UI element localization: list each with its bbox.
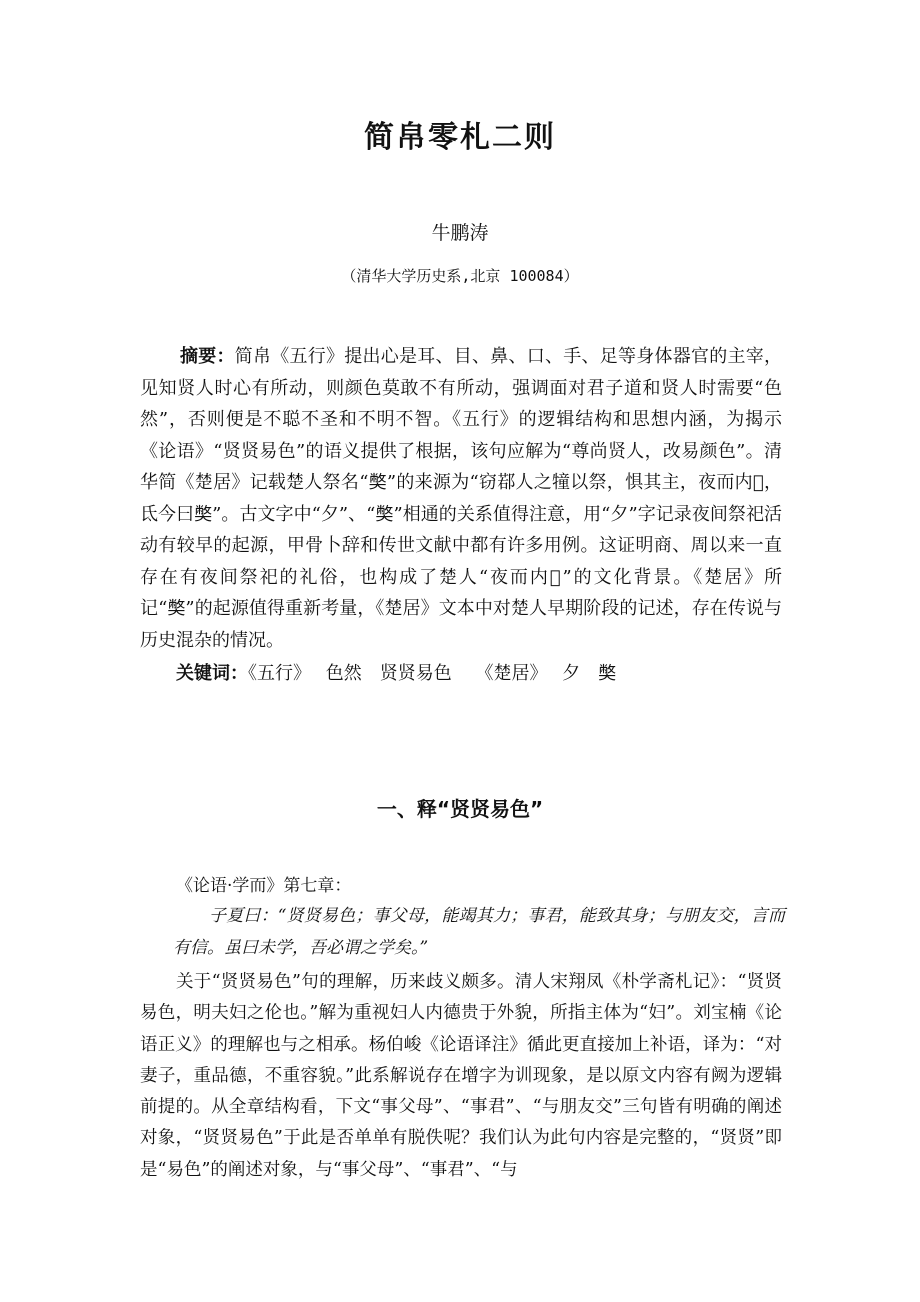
abstract: [140, 341, 782, 656]
keywords-label: 关键词：: [176, 663, 248, 684]
abstract-label: 摘要：: [180, 346, 235, 367]
keywords: [176, 660, 782, 688]
author-affiliation: （清华大学历史系,北京 100084）: [341, 267, 579, 285]
author-name: 牛鹏涛: [431, 222, 489, 244]
keywords-list: 《五行》 色然 贤贤易色 《楚居》 夕 𡚁: [248, 663, 617, 684]
abstract-text: 简帛《五行》提出心是耳、目、鼻、口、手、足等身体器官的主宰，见知贤人时心有所动，则颜色莫敢不有所动，强调面对君子道和贤人时需要“色然”，否则便是不聪不圣和不明不智。《五行》的逻辑结构和思想内涵，为揭示《论语》“贤贤易色”的语义提供了根据，该句应解为“尊尚贤人，改易颜色”。清华简《楚居》记载楚人祭名“𡚁”的来源为“窃鄀人之犝以祭，惧其主，夜而内𡱆，氐今曰𡚁”。古文字中“夕”、“𡚁”相通的关系值得注意，用“夕”字记录夜间祭祀活动有较早的起源，甲骨卜辞和传世文献中都有许多用例。这证明商、周以来一直存在有夜间祭祀的礼俗，也构成了楚人“夜而内𡱆”的文化背景。《楚居》所记“𡚁”的起源值得重新考量，《楚居》文本中对楚人早期阶段的记述，存在传说与历史混杂的情况。: [140, 346, 782, 651]
quote-source: 《论语·学而》第七章：: [176, 876, 352, 896]
paper-title: 简帛零札二则: [364, 120, 556, 155]
block-quote: 子夏曰：“贤贤易色；事父母，能竭其力；事君，能致其身；与朋友交，言而有信。虽曰未学，吾必谓之学矣。”: [173, 906, 785, 958]
body-paragraph: 关于“贤贤易色”句的理解，历来歧义颇多。清人宋翔凤《朴学斋札记》：“贤贤易色，明夫妇之伦也。”解为重视妇人内德贵于外貌，所指主体为“妇”。刘宝楠《论语正义》的理解也与之相承。杨伯峻《论语译注》循此更直接加上补语，译为：“对妻子，重品德，不重容貌。”此系解说存在增字为训现象，是以原文内容有阙为逻辑前提的。从全章结构看，下文“事父母”、“事君”、“与朋友交”三句皆有明确的阐述对象，“贤贤易色”于此是否单单有脱佚呢？我们认为此句内容是完整的，“贤贤”即是“易色”的阐述对象，与“事父母”、“事君”、“与: [140, 972, 782, 1180]
section-heading: 一、释“贤贤易色”: [376, 797, 544, 821]
